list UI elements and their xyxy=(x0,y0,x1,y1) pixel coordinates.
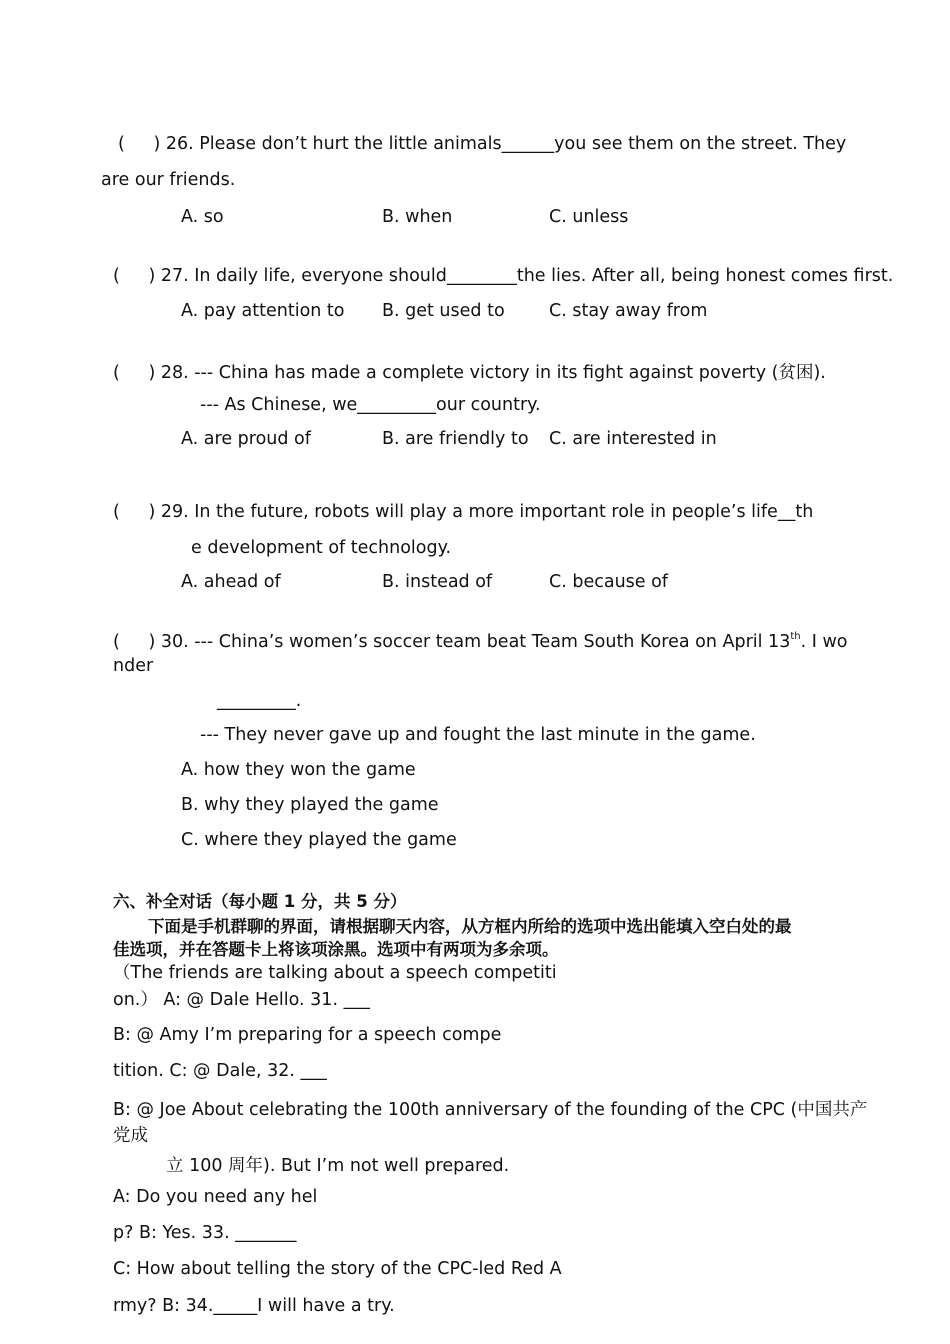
dialogue-line: （The friends are talking about a speech competiti xyxy=(113,963,557,983)
q28-option-a: A. are proud of xyxy=(181,429,311,449)
q29-option-b: B. instead of xyxy=(382,572,493,592)
q26-option-a: A. so xyxy=(181,207,224,227)
q30-option-c: C. where they played the game xyxy=(181,830,457,850)
q30-reply: --- They never gave up and fought the last minute in the game. xyxy=(200,725,756,745)
q27-option-c: C. stay away from xyxy=(549,301,708,321)
dialogue-line: 党成 xyxy=(113,1126,148,1146)
q27-option-b: B. get used to xyxy=(382,301,505,321)
q28-stem: ( ) 28. --- China has made a complete victory in its fight against poverty (贫困). xyxy=(113,363,826,383)
q30-option-a: A. how they won the game xyxy=(181,760,416,780)
section-instruction-line1: 下面是手机群聊的界面，请根据聊天内容，从方框内所给的选项中选出能填入空白处的最 xyxy=(148,917,792,936)
q27-option-a: A. pay attention to xyxy=(181,301,345,321)
q30-superscript: th xyxy=(790,631,801,642)
dialogue-line: p? B: Yes. 33. _______ xyxy=(113,1223,297,1243)
q26-stem: ( ) 26. Please don’t hurt the little animals______you see them on the street. They xyxy=(118,134,847,154)
q30-stem-tail: . I wo xyxy=(800,632,848,652)
q27-stem: ( ) 27. In daily life, everyone should________the lies. After all, being honest comes first. xyxy=(113,266,894,286)
dialogue-line: 立 100 周年). But I’m not well prepared. xyxy=(166,1156,510,1176)
dialogue-line: B: @ Joe About celebrating the 100th anniversary of the founding of the CPC (中国共产 xyxy=(113,1100,868,1120)
q29-stem: ( ) 29. In the future, robots will play a more important role in people’s life__th xyxy=(113,502,814,522)
q30-stem xyxy=(113,631,847,653)
q30-stem-continued: nder xyxy=(113,656,154,676)
section-instruction-line2: 佳选项，并在答题卡上将该项涂黑。选项中有两项为多余项。 xyxy=(113,940,559,959)
dialogue-line: A: Do you need any hel xyxy=(113,1187,318,1207)
dialogue-line: C: How about telling the story of the CPC-led Red A xyxy=(113,1259,562,1279)
q28-option-c: C. are interested in xyxy=(549,429,717,449)
q29-stem-continued: e development of technology. xyxy=(191,538,452,558)
q28-reply: --- As Chinese, we_________our country. xyxy=(200,395,541,415)
q30-option-b: B. why they played the game xyxy=(181,795,439,815)
dialogue-line: rmy? B: 34._____I will have a try. xyxy=(113,1296,395,1316)
q29-option-c: C. because of xyxy=(549,572,668,592)
q30-blank: _________. xyxy=(217,691,302,711)
q26-stem-continued: are our friends. xyxy=(101,170,236,190)
dialogue-line: tition. C: @ Dale, 32. ___ xyxy=(113,1061,327,1081)
section-heading: 六、补全对话（每小题 1 分，共 5 分） xyxy=(113,892,407,911)
dialogue-line: B: @ Amy I’m preparing for a speech compe xyxy=(113,1025,502,1045)
q26-option-c: C. unless xyxy=(549,207,629,227)
q29-option-a: A. ahead of xyxy=(181,572,281,592)
q28-option-b: B. are friendly to xyxy=(382,429,529,449)
q30-stem-text: ( ) 30. --- China’s women’s soccer team beat Team South Korea on April 13 xyxy=(113,632,791,652)
q26-option-b: B. when xyxy=(382,207,453,227)
dialogue-line: on.） A: @ Dale Hello. 31. ___ xyxy=(113,990,370,1010)
